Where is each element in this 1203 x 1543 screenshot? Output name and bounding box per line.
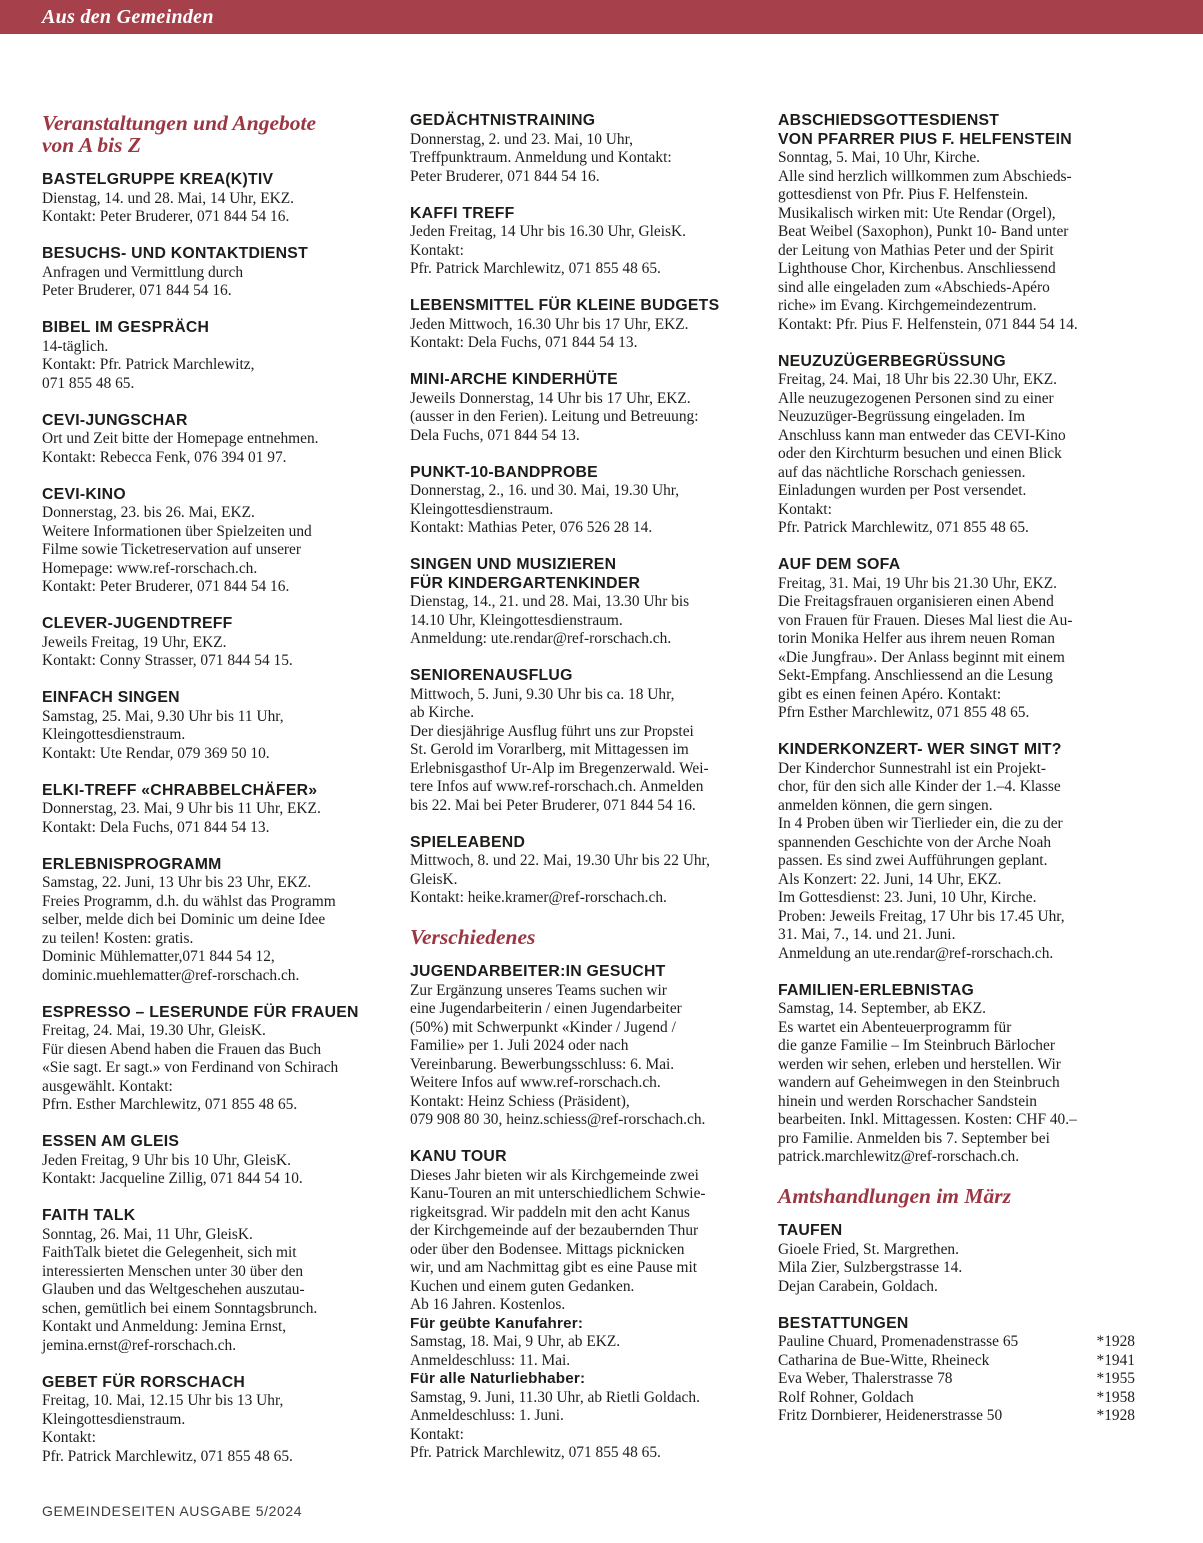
- entry-text-line: Kuchen und einem guten Gedanken.: [410, 1277, 635, 1295]
- entry-text-line: Freitag, 10. Mai, 12.15 Uhr bis 13 Uhr,: [42, 1392, 284, 1409]
- entry-text-line: Donnerstag, 2. und 23. Mai, 10 Uhr,: [410, 130, 633, 148]
- entry-text-line: oder den Kirchturm besuchen und einen Blick: [778, 445, 1062, 462]
- entry-text-line: Peter Bruderer, 071 844 54 16.: [42, 282, 232, 299]
- entry-text-line: Pfrn. Esther Marchlewitz, 071 855 48 65.: [42, 1096, 298, 1113]
- entry-text-line: Kontakt: Pfr. Patrick Marchlewitz,: [42, 356, 255, 373]
- entry-text-line: Pfr. Patrick Marchlewitz, 071 855 48 65.: [410, 1444, 661, 1461]
- entry-title-line: LEBENSMITTEL FÜR KLEINE BUDGETS: [410, 297, 720, 314]
- record-row: [778, 1333, 1135, 1352]
- section-heading-line: Verschiedenes: [410, 925, 536, 949]
- entry-text-line: 071 855 48 65.: [42, 374, 135, 392]
- event-entry: [42, 1374, 410, 1467]
- entry-text-line: Anmeldeschluss: 1. Juni.: [410, 1407, 564, 1424]
- entry-text-line: Samstag, 25. Mai, 9.30 Uhr bis 11 Uhr,: [42, 707, 284, 725]
- entry-text-line: Mittwoch, 8. und 22. Mai, 19.30 Uhr bis 22 Uhr,: [410, 852, 710, 869]
- entry-text-line: Gioele Fried, St. Margrethen.: [778, 1240, 959, 1258]
- entry-text-line: auf das nächtliche Rorschach geniessen.: [778, 463, 1026, 481]
- entry-title: [778, 1315, 1146, 1334]
- entry-text-line: Treffpunktraum. Anmeldung und Kontakt:: [410, 149, 672, 166]
- entry-text-line: Kontakt:: [410, 241, 464, 259]
- entry-title: [410, 205, 778, 224]
- record-name: Eva Weber, Thalerstrasse 78: [778, 1370, 953, 1387]
- entry-title-line: VON PFARRER PIUS F. HELFENSTEIN: [778, 130, 1072, 148]
- entry-text-line: ab Kirche.: [410, 704, 475, 721]
- record-year: *1928: [1096, 1407, 1135, 1424]
- entry-title: [42, 245, 410, 264]
- entry-title-line: CLEVER-JUGENDTREFF: [42, 615, 233, 632]
- entry-text-line: Kontakt: Peter Bruderer, 071 844 54 16.: [42, 578, 290, 595]
- entry-text-line: GleisK.: [410, 870, 458, 888]
- entry-text-line: Jeweils Donnerstag, 14 Uhr bis 17 Uhr, EKZ.: [410, 389, 691, 407]
- entry-title-line: GEBET FÜR RORSCHACH: [42, 1373, 246, 1391]
- entry-title: [42, 1374, 410, 1393]
- entry-text-line: Kontakt: Ute Rendar, 079 369 50 10.: [42, 744, 270, 762]
- entry-text-line: wir, und am Nachmittag gibt es eine Pause mit: [410, 1259, 698, 1276]
- event-entry: [42, 171, 410, 227]
- entry-text-line: Sonntag, 5. Mai, 10 Uhr, Kirche.: [778, 149, 980, 166]
- entry-text-line: Der Kinderchor Sunnestrahl ist ein Projekt-: [778, 759, 1046, 777]
- event-entry: [42, 1004, 410, 1115]
- entry-text-line: Dela Fuchs, 071 844 54 13.: [410, 426, 580, 444]
- entry-text-line: 14-täglich.: [42, 337, 109, 355]
- entry-text-line: Glauben und das Weltgeschehen auszutau-: [42, 1281, 305, 1298]
- event-entry: [42, 856, 410, 986]
- entry-text-line: Weitere Infos auf www.ref-rorschach.ch.: [410, 1074, 661, 1091]
- event-entry: [410, 834, 778, 908]
- entry-text-line: Pfrn Esther Marchlewitz, 071 855 48 65.: [778, 704, 1030, 721]
- entry-text-line: Kleingottesdienstraum.: [42, 726, 186, 743]
- entry-title-line: EINFACH SINGEN: [42, 689, 180, 706]
- entry-text-line: interessierten Menschen unter 30 über den: [42, 1262, 304, 1280]
- footer-text: GEMEINDESEITEN AUSGABE 5/2024: [42, 1503, 303, 1519]
- entry-text-line: Kontakt: Pfr. Pius F. Helfenstein, 071 844 54 14.: [778, 315, 1078, 333]
- entry-text-line: Anfragen und Vermittlung durch: [42, 263, 244, 281]
- entry-text-line: Donnerstag, 23. Mai, 9 Uhr bis 11 Uhr, EKZ.: [42, 800, 321, 817]
- entry-subheading-line: Für alle Naturliebhaber:: [410, 1370, 586, 1387]
- entry-text-line: Kontakt: Dela Fuchs, 071 844 54 13.: [42, 818, 270, 836]
- entry-text-line: Neuzuzüger-Begrüssung eingeladen. Im: [778, 408, 1026, 425]
- record-row: [778, 1389, 1135, 1408]
- entry-text-line: gibt es einen feinen Apéro. Kontakt:: [778, 685, 1002, 703]
- entry-text-line: Kontakt:: [778, 500, 832, 518]
- entry-text-line: gottesdienst von Pfr. Pius F. Helfenstein.: [778, 186, 1029, 203]
- entry-text-line: Weitere Informationen über Spielzeiten und: [42, 522, 312, 540]
- entry-title: [778, 741, 1146, 760]
- entry-text-line: Donnerstag, 23. bis 26. Mai, EKZ.: [42, 504, 255, 521]
- entry-title: [778, 982, 1146, 1001]
- section-heading-line: Amtshandlungen im März: [778, 1184, 1012, 1208]
- entry-text-line: werden wir sehen, erleben und herstellen. Wir: [778, 1055, 1061, 1073]
- entry-title-line: SPIELEABEND: [410, 833, 526, 851]
- entry-text-line: Es wartet ein Abenteuerprogramm für: [778, 1018, 1012, 1036]
- entry-text-line: chor, für den sich alle Kinder der 1.–4. Klasse: [778, 778, 1061, 795]
- entry-title-line: FAMILIEN-ERLEBNISTAG: [778, 981, 975, 999]
- entry-title-line: AUF DEM SOFA: [778, 556, 901, 573]
- entry-text-line: Alle neuzugezogenen Personen sind zu einer: [778, 389, 1054, 407]
- entry-text-line: In 4 Proben üben wir Tierlieder ein, die zu der: [778, 815, 1063, 832]
- entry-title: [778, 556, 1146, 575]
- entry-title: [42, 689, 410, 708]
- event-entry: [778, 982, 1146, 1167]
- record-name: Fritz Dornbierer, Heidenerstrasse 50: [778, 1407, 1003, 1424]
- event-entry: [42, 412, 410, 468]
- entry-text-line: Filme sowie Ticketreservation auf unserer: [42, 541, 302, 558]
- event-entry: [42, 319, 410, 393]
- entry-text-line: Pfr. Patrick Marchlewitz, 071 855 48 65.: [778, 519, 1029, 536]
- record-name: Catharina de Bue-Witte, Rheineck: [778, 1351, 990, 1369]
- entry-title: [778, 353, 1146, 372]
- entry-text-line: Kleingottesdienstraum.: [42, 1410, 186, 1428]
- entry-title: [42, 856, 410, 875]
- entry-text-line: pro Familie. Anmelden bis 7. September bei: [778, 1129, 1050, 1147]
- entry-title: [42, 412, 410, 431]
- entry-title: [410, 371, 778, 390]
- event-entry: [42, 245, 410, 301]
- entry-text-line: Homepage: www.ref-rorschach.ch.: [42, 559, 258, 577]
- entry-title: [42, 615, 410, 634]
- section-heading: [42, 112, 410, 156]
- event-entry: [778, 556, 1146, 723]
- page-footer: [42, 1503, 302, 1519]
- entry-title-line: CEVI-JUNGSCHAR: [42, 411, 188, 429]
- entry-text-line: anmelden können, die gern singen.: [778, 796, 993, 814]
- entry-title: [42, 171, 410, 190]
- entry-title: [42, 319, 410, 338]
- entry-text-line: schen, gemütlich bei einem Sonntagsbrunch.: [42, 1299, 318, 1317]
- record-year: *1928: [1096, 1333, 1135, 1350]
- entry-text-line: Sekt-Empfang. Anschliessend an die Lesung: [778, 667, 1053, 684]
- entry-text-line: 14.10 Uhr, Kleingottesdienstraum.: [410, 611, 623, 629]
- entry-title-line: CEVI-KINO: [42, 485, 126, 503]
- entry-text-line: Beat Weibel (Saxophon), Punkt 10- Band unter: [778, 223, 1069, 240]
- entry-text-line: Lighthouse Chor, Kirchenbus. Anschliessend: [778, 260, 1056, 277]
- entry-text-line: Kontakt: Jacqueline Zillig, 071 844 54 10.: [42, 1170, 303, 1187]
- entry-text-line: Samstag, 22. Juni, 13 Uhr bis 23 Uhr, EKZ.: [42, 874, 312, 891]
- entry-text-line: Freitag, 24. Mai, 18 Uhr bis 22.30 Uhr, EKZ.: [778, 371, 1057, 388]
- column-3: [778, 112, 1146, 1485]
- entry-text-line: Ab 16 Jahren. Kostenlos.: [410, 1296, 566, 1313]
- entry-title-line: KINDERKONZERT- WER SINGT MIT?: [778, 741, 1062, 758]
- entry-text-line: selber, melde dich bei Dominic um deine Idee: [42, 911, 326, 928]
- entry-text-line: Pfr. Patrick Marchlewitz, 071 855 48 65.: [410, 260, 661, 277]
- entry-text-line: Im Gottesdienst: 23. Juni, 10 Uhr, Kirche.: [778, 889, 1037, 906]
- entry-text-line: Kontakt:: [42, 1429, 96, 1446]
- entry-text-line: rigkeitsgrad. Wir paddeln mit den acht Kanus: [410, 1203, 690, 1221]
- entry-title: [778, 1222, 1146, 1241]
- entry-title-line: KANU TOUR: [410, 1148, 507, 1165]
- entry-text-line: Freitag, 24. Mai, 19.30 Uhr, GleisK.: [42, 1022, 266, 1039]
- entry-text-line: Kontakt: Mathias Peter, 076 526 28 14.: [410, 519, 653, 536]
- entry-text-line: oder über den Bodensee. Mittags picknicken: [410, 1240, 685, 1258]
- entry-text-line: Familie» per 1. Juli 2024 oder nach: [410, 1037, 629, 1054]
- entry-text-line: Kanu-Touren an mit unterschiedlichem Schwie-: [410, 1185, 706, 1202]
- entry-text-line: «Sie sagt. Er sagt.» von Ferdinand von Schirach: [42, 1059, 339, 1076]
- entry-text-line: patrick.marchlewitz@ref-rorschach.ch.: [778, 1148, 1020, 1165]
- entry-text-line: Kontakt: heike.kramer@ref-rorschach.ch.: [410, 889, 667, 906]
- record-year: *1941: [1096, 1351, 1135, 1369]
- entry-text-line: der Kirchgemeinde auf der bezaubernden Thur: [410, 1222, 699, 1239]
- entry-text-line: Jeden Freitag, 9 Uhr bis 10 Uhr, GleisK.: [42, 1151, 292, 1169]
- event-entry: [42, 689, 410, 763]
- entry-text-line: Kleingottesdienstraum.: [410, 500, 554, 518]
- entry-text-line: zu teilen! Kosten: gratis.: [42, 929, 194, 947]
- entry-text-line: tere Infos auf www.ref-rorschach.ch. Anmelden: [410, 778, 704, 795]
- entry-text-line: riche» im Evang. Kirchgemeindezentrum.: [778, 297, 1037, 314]
- entry-title-line: ESSEN AM GLEIS: [42, 1133, 180, 1150]
- section-heading-line: Veranstaltungen und Angebote: [42, 111, 316, 135]
- entry-text-line: Zur Ergänzung unseres Teams suchen wir: [410, 981, 667, 999]
- entry-text-line: Dieses Jahr bieten wir als Kirchgemeinde zwei: [410, 1166, 699, 1184]
- entry-subheading-line: Für geübte Kanufahrer:: [410, 1314, 584, 1332]
- entry-text-line: Samstag, 9. Juni, 11.30 Uhr, ab Rietli Goldach.: [410, 1388, 700, 1406]
- section-heading-line: von A bis Z: [42, 133, 141, 157]
- event-entry: [778, 353, 1146, 538]
- entry-title-line: BIBEL IM GESPRÄCH: [42, 319, 210, 336]
- entry-text-line: Jeden Mittwoch, 16.30 Uhr bis 17 Uhr, EKZ.: [410, 315, 689, 333]
- entry-text-line: Anmeldung: ute.rendar@ref-rorschach.ch.: [410, 630, 672, 647]
- event-entry: [42, 615, 410, 671]
- entry-text-line: Anmeldung an ute.rendar@ref-rorschach.ch.: [778, 944, 1054, 962]
- event-entry: [410, 667, 778, 815]
- entry-text-line: Dominic Mühlematter,071 844 54 12,: [42, 948, 275, 965]
- entry-title-line: ERLEBNISPROGRAMM: [42, 855, 222, 873]
- column-2: [410, 112, 778, 1485]
- event-entry: [778, 741, 1146, 963]
- entry-text-line: Ort und Zeit bitte der Homepage entnehmen.: [42, 430, 319, 447]
- entry-text-line: FaithTalk bietet die Gelegenheit, sich mit: [42, 1244, 297, 1261]
- entry-text-line: Erlebnisgasthof Ur-Alp im Bregenzerwald. Wei-: [410, 759, 709, 777]
- record-year: *1955: [1096, 1370, 1135, 1387]
- entry-title: [410, 112, 778, 131]
- event-entry: [410, 1148, 778, 1463]
- entry-title: [42, 486, 410, 505]
- entry-text-line: Donnerstag, 2., 16. und 30. Mai, 19.30 Uhr,: [410, 482, 680, 499]
- entry-text-line: spannenden Geschichte von der Arche Noah: [778, 833, 1052, 851]
- event-entry: [42, 486, 410, 597]
- page-header-bar: [0, 0, 1203, 34]
- entry-text-line: Jeweils Freitag, 19 Uhr, EKZ.: [42, 633, 227, 651]
- entry-text-line: Sonntag, 26. Mai, 11 Uhr, GleisK.: [42, 1225, 253, 1243]
- entry-text-line: Anmeldeschluss: 11. Mai.: [410, 1351, 571, 1369]
- entry-text-line: Freies Programm, d.h. du wählst das Programm: [42, 892, 336, 910]
- content-columns: [42, 112, 1146, 1485]
- event-entry: [410, 556, 778, 649]
- entry-title: [410, 667, 778, 686]
- event-entry: [410, 963, 778, 1130]
- entry-text-line: Kontakt und Anmeldung: Jemina Ernst,: [42, 1318, 287, 1335]
- entry-text-line: 31. Mai, 7., 14. und 21. Juni.: [778, 926, 956, 943]
- entry-title: [42, 1004, 410, 1023]
- entry-title-line: MINI-ARCHE KINDERHÜTE: [410, 371, 618, 388]
- entry-text-line: St. Gerold im Vorarlberg, mit Mittagessen im: [410, 741, 689, 758]
- entry-title-line: NEUZUZÜGERBEGRÜSSUNG: [778, 352, 1006, 370]
- entry-title: [410, 556, 778, 593]
- event-entry: [410, 297, 778, 353]
- entry-text-line: bearbeiten. Inkl. Mittagessen. Kosten: CHF 40.–: [778, 1111, 1077, 1128]
- entry-text-line: Jeden Freitag, 14 Uhr bis 16.30 Uhr, GleisK.: [410, 223, 686, 240]
- entry-title-line: KAFFI TREFF: [410, 204, 515, 222]
- entry-text-line: Der diesjährige Ausflug führt uns zur Propstei: [410, 722, 694, 740]
- section-heading: [410, 926, 778, 948]
- entry-text-line: die ganze Familie – Im Steinbruch Bärlocher: [778, 1037, 1055, 1054]
- record-name: Pauline Chuard, Promenadenstrasse 65: [778, 1333, 1019, 1350]
- entry-title-line: SINGEN UND MUSIZIEREN: [410, 556, 617, 573]
- entry-text-line: dominic.muehlematter@ref-rorschach.ch.: [42, 966, 300, 984]
- entry-text-line: Proben: Jeweils Freitag, 17 Uhr bis 17.45 Uhr,: [778, 907, 1065, 925]
- record-year: *1958: [1096, 1388, 1135, 1406]
- entry-text-line: der Leitung von Mathias Peter und der Spirit: [778, 241, 1054, 259]
- entry-text-line: eine Jugendarbeiterin / einen Jugendarbeiter: [410, 1000, 682, 1017]
- entry-title-line: SENIORENAUSFLUG: [410, 667, 573, 684]
- entry-text-line: Musikalisch wirken mit: Ute Rendar (Orgel),: [778, 204, 1056, 222]
- entry-text-line: Kontakt: Peter Bruderer, 071 844 54 16.: [42, 208, 290, 225]
- entry-title-line: GEDÄCHTNISTRAINING: [410, 112, 596, 129]
- entry-text-line: Alle sind herzlich willkommen zum Abschieds-: [778, 167, 1072, 185]
- entry-text-line: 079 908 80 30, heinz.schiess@ref-rorschach.ch.: [410, 1111, 706, 1128]
- entry-text-line: Kontakt: Heinz Schiess (Präsident),: [410, 1092, 630, 1110]
- entry-title-line: TAUFEN: [778, 1222, 843, 1239]
- entry-text-line: Als Konzert: 22. Juni, 14 Uhr, EKZ.: [778, 870, 1002, 888]
- record-name: Rolf Rohner, Goldach: [778, 1388, 914, 1406]
- event-entry: [410, 371, 778, 445]
- entry-title-line: FÜR KINDERGARTENKINDER: [410, 574, 641, 592]
- event-entry: [410, 205, 778, 279]
- entry-title: [410, 1148, 778, 1167]
- entry-text-line: sind alle eingeladen zum «Abschieds-Apéro: [778, 278, 1050, 296]
- entry-text-line: «Die Jungfrau». Der Anlass beginnt mit einem: [778, 648, 1065, 666]
- entry-text-line: bis 22. Mai bei Peter Bruderer, 071 844 54 16.: [410, 796, 696, 814]
- entry-text-line: jemina.ernst@ref-rorschach.ch.: [42, 1336, 237, 1354]
- entry-text-line: Kontakt:: [410, 1425, 464, 1443]
- entry-title-line: ABSCHIEDSGOTTESDIENST: [778, 112, 1000, 129]
- event-entry: [410, 464, 778, 538]
- column-1: [42, 112, 410, 1485]
- event-entry: [778, 1315, 1146, 1426]
- entry-text-line: ausgewählt. Kontakt:: [42, 1077, 173, 1095]
- entry-title-line: ESPRESSO – LESERUNDE FÜR FRAUEN: [42, 1003, 359, 1021]
- entry-title: [410, 464, 778, 483]
- entry-text-line: torin Monika Helfer aus ihrem neuen Roman: [778, 630, 1055, 647]
- entry-title: [42, 782, 410, 801]
- entry-text-line: Kontakt: Dela Fuchs, 071 844 54 13.: [410, 334, 638, 351]
- page-title: Aus den Gemeinden: [42, 5, 214, 28]
- entry-text-line: von Frauen für Frauen. Dieses Mal liest die Au-: [778, 611, 1073, 629]
- entry-text-line: (50%) mit Schwerpunkt «Kinder / Jugend /: [410, 1018, 676, 1036]
- entry-title: [778, 112, 1146, 149]
- event-entry: [778, 1222, 1146, 1296]
- entry-text-line: Kontakt: Conny Strasser, 071 844 54 15.: [42, 652, 293, 669]
- entry-text-line: Dejan Carabein, Goldach.: [778, 1277, 938, 1295]
- entry-title: [410, 297, 778, 316]
- entry-title-line: ELKI-TREFF «CHRABBELCHÄFER»: [42, 781, 318, 799]
- entry-text-line: Peter Bruderer, 071 844 54 16.: [410, 167, 600, 185]
- entry-title-line: PUNKT-10-BANDPROBE: [410, 463, 598, 481]
- entry-text-line: hinein und werden Rorschacher Sandstein: [778, 1092, 1038, 1110]
- entry-title-line: BESUCHS- UND KONTAKTDIENST: [42, 245, 308, 262]
- entry-text-line: passen. Es sind zwei Aufführungen geplant.: [778, 852, 1048, 869]
- entry-title-line: BASTELGRUPPE KREA(K)TIV: [42, 171, 274, 188]
- event-entry: [42, 1133, 410, 1189]
- entry-text-line: Anschluss kann man entweder das CEVI-Kino: [778, 426, 1066, 444]
- entry-text-line: Dienstag, 14. und 28. Mai, 14 Uhr, EKZ.: [42, 189, 295, 207]
- entry-title: [410, 963, 778, 982]
- entry-text-line: Pfr. Patrick Marchlewitz, 071 855 48 65.: [42, 1447, 293, 1465]
- event-entry: [42, 1207, 410, 1355]
- entry-text-line: Samstag, 14. September, ab EKZ.: [778, 1000, 986, 1017]
- record-row: [778, 1370, 1135, 1389]
- entry-title-line: JUGENDARBEITER:IN GESUCHT: [410, 963, 666, 980]
- entry-text-line: Die Freitagsfrauen organisieren einen Abend: [778, 593, 1054, 610]
- section-heading: [778, 1185, 1146, 1207]
- entry-title: [42, 1207, 410, 1226]
- entry-title-line: BESTATTUNGEN: [778, 1314, 909, 1332]
- entry-text-line: Freitag, 31. Mai, 19 Uhr bis 21.30 Uhr, EKZ.: [778, 574, 1057, 592]
- entry-text-line: (ausser in den Ferien). Leitung und Betreuung:: [410, 408, 699, 425]
- entry-text-line: Vereinbarung. Bewerbungsschluss: 6. Mai.: [410, 1055, 675, 1073]
- entry-text-line: wandern auf Geheimwegen in den Steinbruch: [778, 1074, 1060, 1091]
- record-row: [778, 1352, 1135, 1371]
- event-entry: [410, 112, 778, 186]
- entry-text-line: Kontakt: Rebecca Fenk, 076 394 01 97.: [42, 448, 287, 466]
- entry-title: [42, 1133, 410, 1152]
- record-row: [778, 1407, 1135, 1426]
- entry-text-line: Mila Zier, Sulzbergstrasse 14.: [778, 1259, 963, 1276]
- event-entry: [778, 112, 1146, 334]
- entry-title-line: FAITH TALK: [42, 1207, 136, 1224]
- event-entry: [42, 782, 410, 838]
- entry-text-line: Einladungen wurden per Post versendet.: [778, 482, 1027, 499]
- entry-text-line: Für diesen Abend haben die Frauen das Buch: [42, 1040, 322, 1058]
- entry-text-line: Mittwoch, 5. Juni, 9.30 Uhr bis ca. 18 Uhr,: [410, 685, 675, 703]
- entry-title: [410, 834, 778, 853]
- entry-text-line: Samstag, 18. Mai, 9 Uhr, ab EKZ.: [410, 1333, 621, 1350]
- entry-text-line: Dienstag, 14., 21. und 28. Mai, 13.30 Uhr bis: [410, 593, 690, 610]
